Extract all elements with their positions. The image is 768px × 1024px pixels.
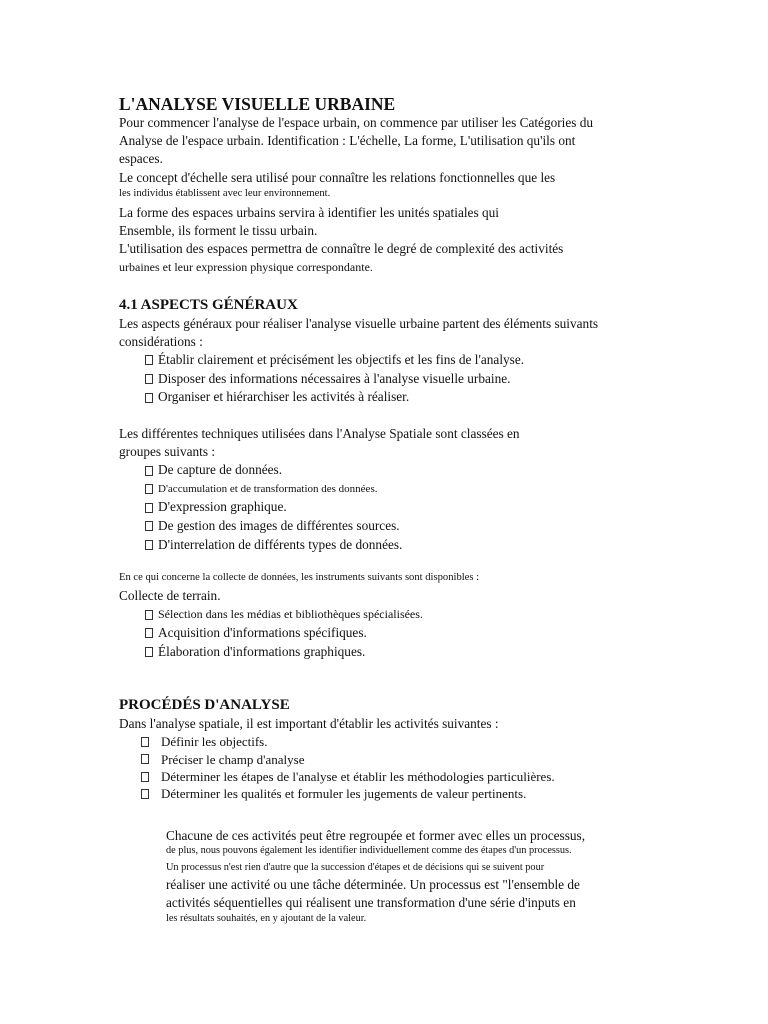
intro-line: Pour commencer l'analyse de l'espace urbain, on commence par utiliser les Catégories du — [119, 115, 594, 130]
list-item-text: D'interrelation de différents types de données. — [158, 536, 403, 552]
paragraph-line: les résultats souhaités, en y ajoutant de la valeur. — [166, 912, 367, 924]
section-line: considérations : — [119, 333, 203, 349]
bullet-box-icon — [145, 374, 153, 384]
intro-line: La forme des espaces urbains servira à identifier les unités spatiales qui — [119, 204, 499, 220]
list-item — [119, 643, 679, 662]
list-item-text: Déterminer les étapes de l'analyse et établir les méthodologies particulières. — [161, 768, 555, 784]
bullet-box-icon — [145, 466, 153, 476]
paragraph-line: activités séquentielles qui réalisent une transformation d'une série d'inputs en — [166, 895, 576, 911]
paragraph-line: Un processus n'est rien d'autre que la succession d'étapes et de décisions qui se suivent pour — [166, 861, 545, 873]
list-item — [119, 785, 679, 802]
collecte-list — [119, 605, 679, 661]
section-heading-aspects: 4.1 ASPECTS GÉNÉRAUX — [119, 296, 298, 313]
list-item-text: D'expression graphique. — [158, 499, 287, 515]
techniques-list — [119, 461, 679, 554]
list-item-text: Déterminer les qualités et formuler les jugements de valeur pertinents. — [161, 786, 527, 802]
bullet-box-icon — [141, 789, 149, 799]
bullet-box-icon — [145, 503, 153, 513]
techniques-line: groupes suivants : — [119, 444, 216, 460]
list-item-text: De capture de données. — [158, 462, 283, 478]
list-item-text: Élaboration d'informations graphiques. — [158, 643, 366, 659]
list-item-text: Définir les objectifs. — [161, 734, 268, 750]
list-item — [119, 768, 679, 785]
bullet-box-icon — [145, 647, 153, 657]
collecte-line: En ce qui concerne la collecte de données, les instruments suivants sont disponibles : — [119, 572, 480, 584]
intro-line: L'utilisation des espaces permettra de connaître le degré de complexité des activités — [119, 241, 564, 257]
document-body — [119, 94, 679, 803]
intro-line: Le concept d'échelle sera utilisé pour connaître les relations fonctionnelles que les — [119, 169, 556, 185]
list-item — [119, 498, 679, 517]
paragraph-line: de plus, nous pouvons également les identifier individuellement comme des étapes d'un processus. — [166, 845, 572, 857]
intro-line: Analyse de l'espace urbain. Identification : L'échelle, La forme, L'utilisation qu'ils ont — [119, 133, 576, 149]
bullet-box-icon — [145, 610, 153, 620]
paragraph-line: réaliser une activité ou une tâche déterminée. Un processus est "l'ensemble de — [166, 877, 580, 893]
list-item-text: Disposer des informations nécessaires à l'analyse visuelle urbaine. — [158, 370, 511, 386]
list-item — [119, 624, 679, 643]
list-item-text: De gestion des images de différentes sources. — [158, 518, 400, 533]
bullet-box-icon — [145, 393, 153, 403]
intro-paragraph — [119, 114, 679, 277]
list-item — [119, 351, 679, 370]
list-item — [119, 388, 679, 407]
list-item — [119, 480, 679, 499]
bullet-box-icon — [145, 521, 153, 531]
intro-line: espaces. — [119, 151, 163, 167]
intro-line: Ensemble, ils forment le tissu urbain. — [119, 223, 318, 239]
list-item-text: Acquisition d'informations spécifiques. — [158, 624, 367, 640]
list-item — [119, 605, 679, 624]
intro-line: les individus établissent avec leur environnement. — [119, 187, 331, 199]
page-title: L'ANALYSE VISUELLE URBAINE — [119, 94, 396, 114]
bullet-box-icon — [145, 628, 153, 638]
list-item-text: Préciser le champ d'analyse — [161, 751, 305, 767]
procedes-list — [119, 733, 679, 802]
bullet-box-icon — [141, 772, 149, 782]
list-item — [119, 751, 679, 768]
collecte-line: Collecte de terrain. — [119, 588, 221, 604]
paragraph-line: Chacune de ces activités peut être regroupée et former avec elles un processus, — [166, 828, 586, 843]
section-line: Les aspects généraux pour réaliser l'analyse visuelle urbaine partent des éléments suivants — [119, 315, 599, 331]
procedes-line: Dans l'analyse spatiale, il est important d'établir les activités suivantes : — [119, 716, 499, 732]
bullet-box-icon — [141, 754, 149, 764]
list-item — [119, 370, 679, 389]
process-paragraph — [166, 827, 646, 925]
techniques-line: Les différentes techniques utilisées dans l'Analyse Spatiale sont classées en — [119, 425, 520, 441]
aspects-list — [119, 351, 679, 407]
bullet-box-icon — [145, 355, 153, 365]
list-item-text: Organiser et hiérarchiser les activités à réaliser. — [158, 389, 410, 405]
intro-line: urbaines et leur expression physique correspondante. — [119, 260, 373, 275]
section-heading-procedes: PROCÉDÉS D'ANALYSE — [119, 697, 290, 714]
list-item — [119, 517, 679, 536]
bullet-box-icon — [145, 540, 153, 550]
bullet-box-icon — [141, 737, 149, 747]
list-item-text: Établir clairement et précisément les objectifs et les fins de l'analyse. — [158, 352, 525, 368]
list-item — [119, 536, 679, 555]
list-item-text: D'accumulation et de transformation des données. — [158, 482, 378, 495]
list-item-text: Sélection dans les médias et bibliothèques spécialisées. — [158, 607, 423, 622]
bullet-box-icon — [145, 484, 153, 494]
list-item — [119, 461, 679, 480]
list-item — [119, 733, 679, 750]
